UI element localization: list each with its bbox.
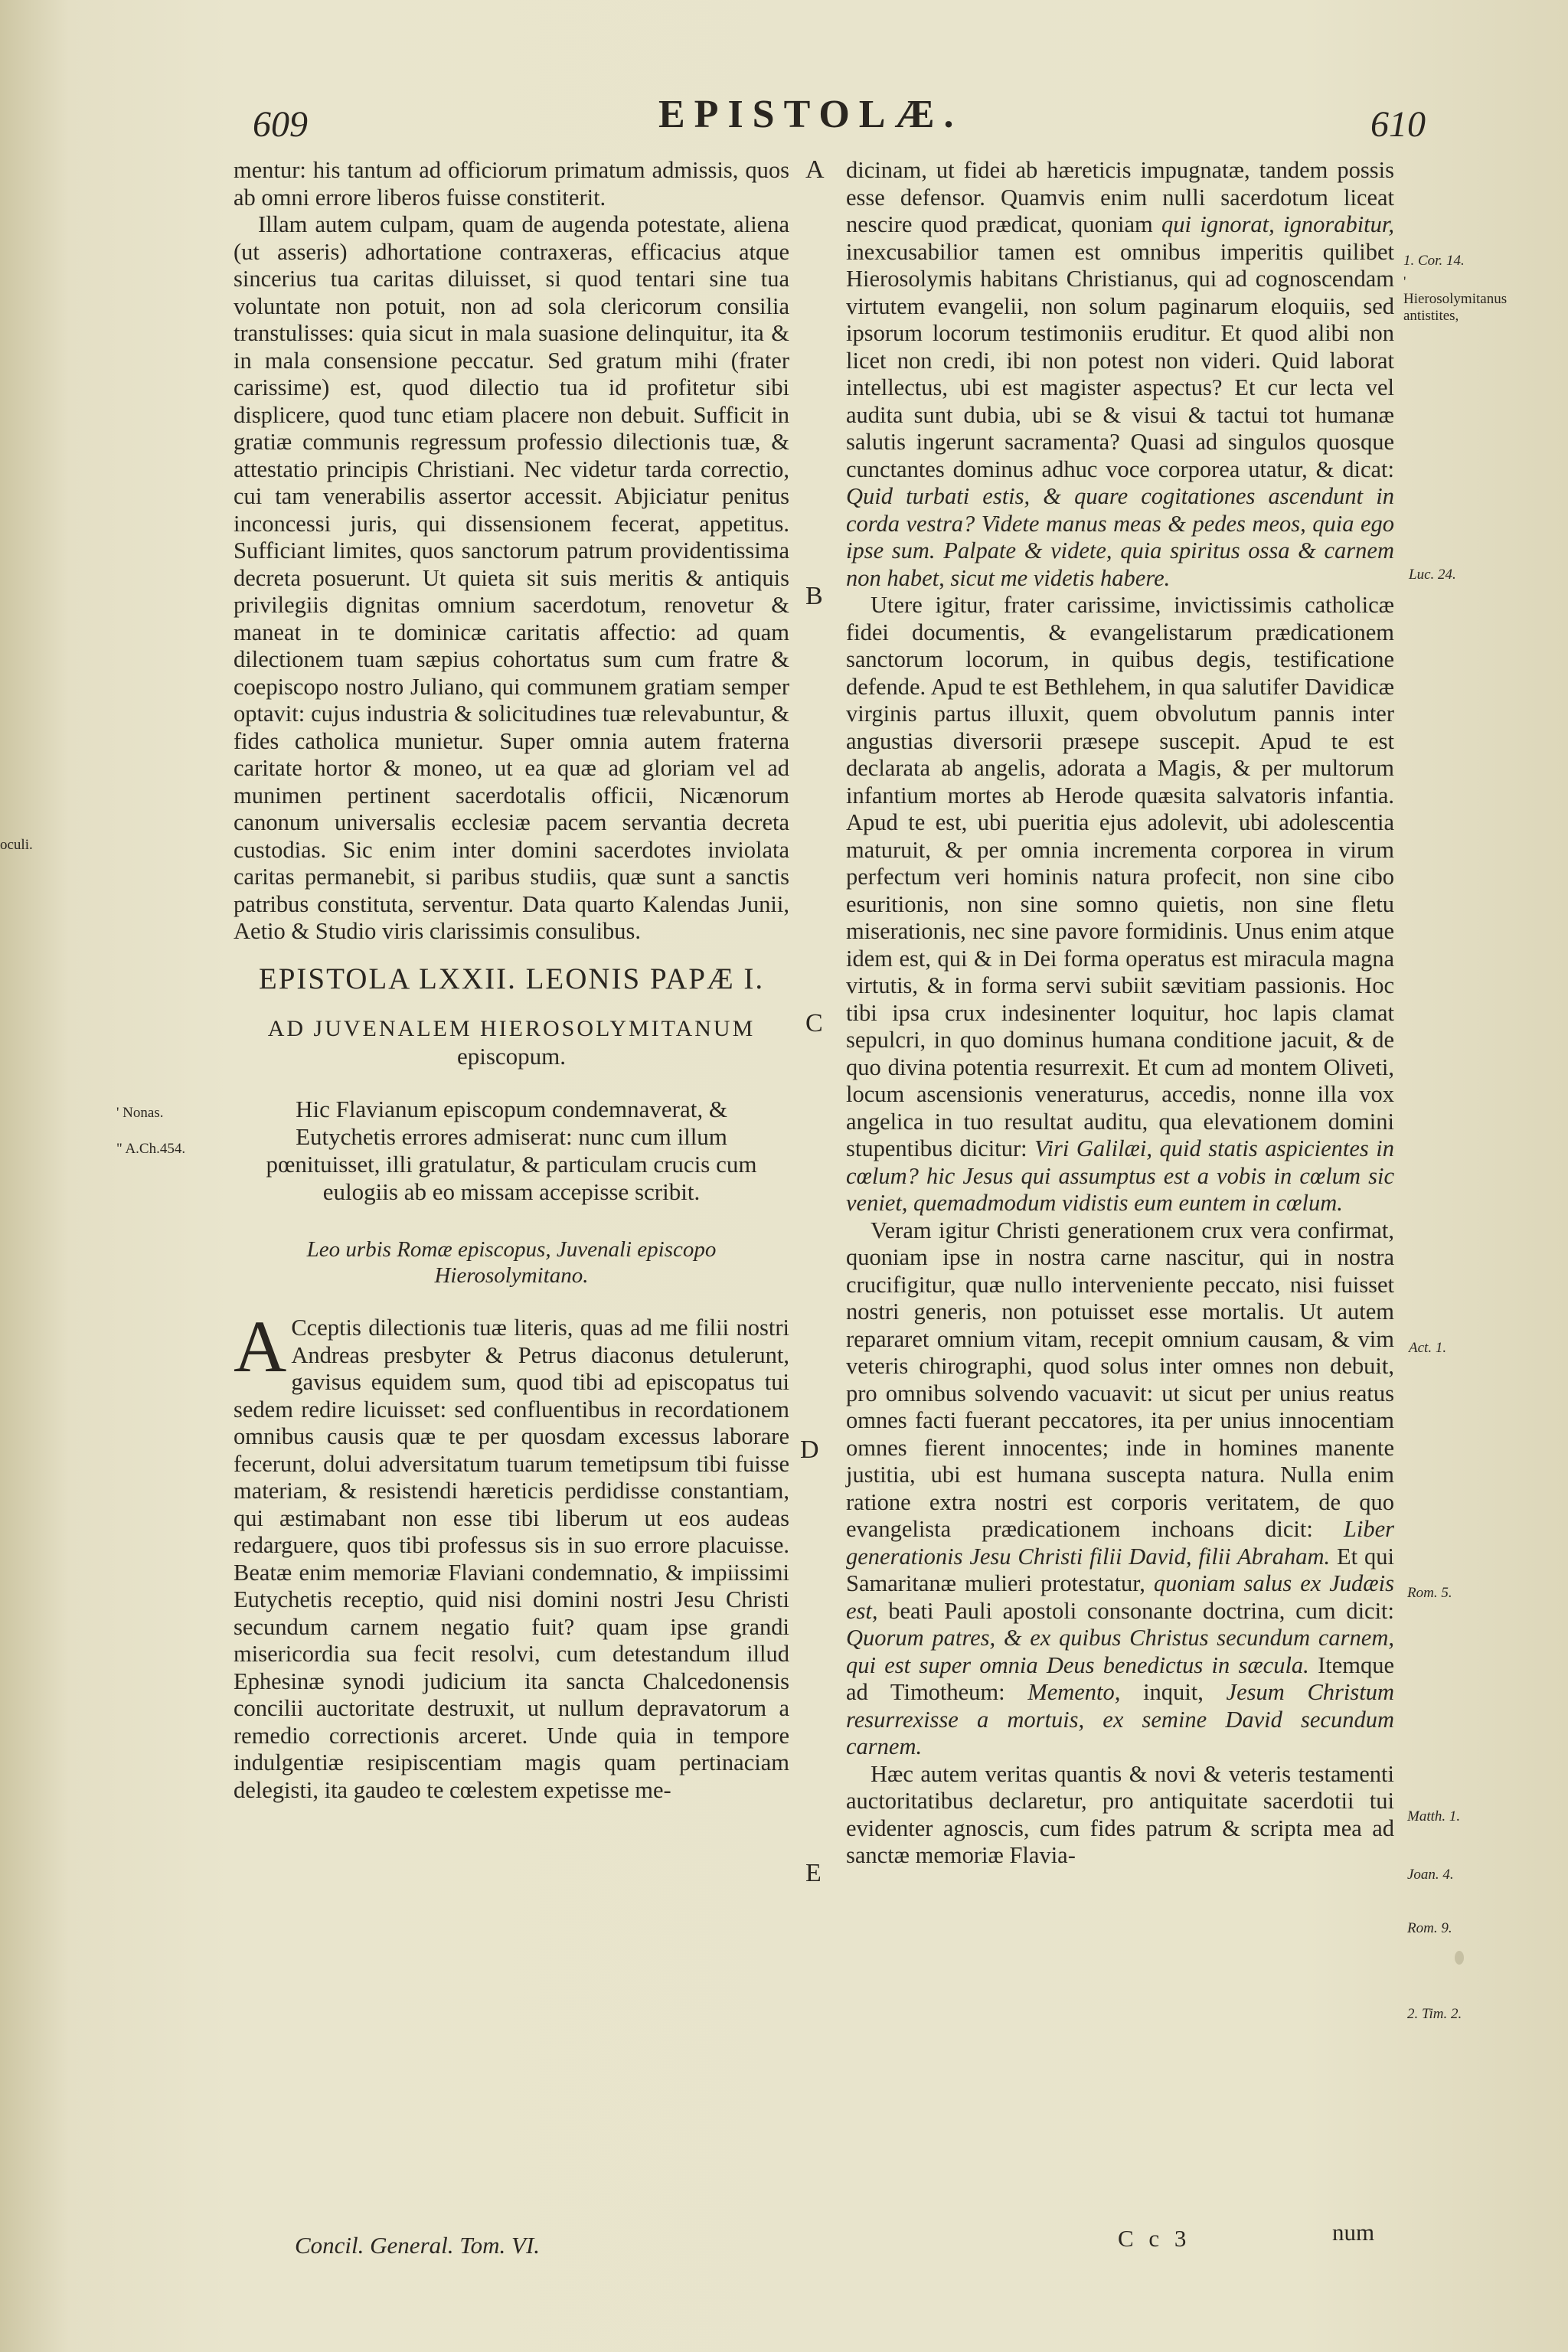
right-p1-quote-2: Quid turbati estis, & quare cogitationes ascendunt in corda vestra? Videte manus meas & pedes meos, quia ego ipse sum. Palpate & videte, quia spiritus ossa & carnem non habet, sicut me videtis habere. — [846, 483, 1394, 591]
right-p3-text-a: Veram igitur Christi generationem crux vera confirmat, quoniam ipse in nostra carne nascitur, qui in nostra crucifigitur, quæ nullo interveniente peccato, nisi fuisset nostri generis, non potuisset esse mortalis. Ut autem repararet omnium vitam, recepit omnium causam, & vim veteris chirographi, quod solus inter omnes non debuit, pro omnibus solvendo vacuavit: ut sicut per unius reatus omnes facti fuerant peccatores, ita per unius innocentiam omnes fierent innocentes; inde in homines manente justitia, ubi est humana suscepta natura. Nulla enim ratione extra nostri est corporis veritatem, de quo evangelista prædicationem inchoans dicit: — [846, 1217, 1394, 1542]
section-letter-a: A — [805, 155, 825, 184]
right-p2-quote: Viri Galilæi, quid statis aspicientes in cœlum? hic Jesus qui assumptus est a vobis in cœlum sic veniet, quemadmodum vidistis eum euntem in cœlum. — [846, 1135, 1394, 1216]
right-paragraph-4: Hæc autem veritas quantis & novi & veteris testamenti auctoritatibus declaretur, pro antiquitate sacerdotii tui evidenter agnoscis, cum fides patrum & scripta mea ad sanctæ memoriæ Flaviа- — [846, 1760, 1394, 1868]
section-letter-b: B — [805, 582, 823, 610]
epistola-title: EPISTOLA LXXII. LEONIS PAPÆ I. — [258, 962, 765, 995]
right-paragraph-1 — [846, 157, 1394, 592]
right-p3-text-e: inquit, — [1143, 1679, 1204, 1705]
left-column — [234, 157, 789, 1804]
address-line-1: AD JUVENALEM HIEROSOLYMITANUM — [267, 1016, 756, 1041]
margin-note-luc: Luc. 24. — [1409, 567, 1456, 583]
right-p3-text-b: Et qui Samaritanæ mulieri protestatur, — [846, 1543, 1394, 1596]
address-line-2: episcopum. — [456, 1042, 567, 1070]
section-letter-d: D — [800, 1436, 819, 1464]
page-number-left: 609 — [253, 104, 308, 145]
margin-note-nonas: ' Nonas. — [116, 1105, 164, 1121]
page-stain — [1455, 1951, 1464, 1965]
right-p1-text-a: dicinam, ut fidei ab hæreticis impugnatæ, tandem possis esse defensor. Quamvis enim nulli sacerdotum liceat nescire quod prædicat, quoniam — [846, 157, 1394, 237]
footer-volume: Concil. General. Tom. VI. — [295, 2232, 541, 2259]
right-p3-text-c: beati Pauli apostoli consonante doctrina, cum dicit: — [888, 1597, 1394, 1624]
right-column — [846, 157, 1394, 1870]
section-letter-e: E — [805, 1859, 822, 1887]
right-p1-text-b: inexcusabilior tamen est omnibus imperitis quilibet Hierosolymis habitans Christianus, qui ad cognoscendam virtutem evangelii, non solum paginarum eloquiis, sed ipsorum locorum testimoniis eruditur. Et quod alibi non licet non credi, ibi non potest non videri. Quid laborat intellectus, ubi est magister aspectus? Et cur lecta vel audita sunt dubia, ubi se & visui & tactui tot humanæ salutis ingerunt sacramenta? Quasi ad singulos quosque cunctantes dominus adhuc voce corporea utatur, & dicat: — [846, 238, 1394, 482]
running-title: EPISTOLÆ. — [658, 93, 963, 136]
margin-note-oculi: oculi. — [0, 837, 33, 853]
margin-note-ach: " A.Ch.454. — [116, 1141, 186, 1157]
margin-note-2tim: 2. Tim. 2. — [1407, 2006, 1462, 2022]
right-p3-quote-4: Memento, — [1027, 1679, 1121, 1705]
right-p2-text: Utere igitur, frater carissime, invictissimis catholicæ fidei documentis, & evangelistarum prædicationem sanctorum locorum, in quibus degis, testificatione defende. Apud te est Bethlehem, in qua salutifer Davidicæ virginis partus illuxit, quem obvolutum pannis inter angustias diversorii præsepe suscepit. Apud te est declarata ab angelis, adorata a Magis, & per multorum infantium mortes ab Herode quæsita salvatoris infantia. Apud te est, ubi pueritia ejus adolevit, ubi adolescentia maturuit, & per omnia incrementa corporea in virum perfectum veri hominis natura profecit, non sine cibo esuritionis, non sine somno quietis, non sine fletu miserationis, nec sine pavore formidinis. Unus enim atque idem est, qui & in Dei forma operatus est miracula magna virtutis, & in forma servi subiit sævitiam passionis. Hoc tibi ipsa crux indesinenter loquitur, hoc lapis clamat sepulcri, in quo dominus humana conditione jacuit, & de quo divina potentia resurrexit. Et cum ad montem Oliveti, locum ascensionis veneraturus, accedis, nonne illa vox angelica in tuo resultat auditu, qua elevationem domini stupentibus dicitur: — [846, 592, 1394, 1161]
footer-signature: C c 3 — [1118, 2225, 1191, 2252]
margin-note-1cor: 1. Cor. 14. — [1403, 253, 1465, 269]
salutation: Leo urbis Romæ episcopus, Juvenali episcopo Hierosolymitano. — [306, 1237, 717, 1288]
drop-cap: A — [234, 1305, 287, 1387]
section-letter-c: C — [805, 1009, 823, 1037]
page-number-right: 610 — [1370, 104, 1426, 145]
right-paragraph-2 — [846, 592, 1394, 1217]
margin-note-joan: Joan. 4. — [1407, 1867, 1454, 1883]
right-p3-quote-2: quoniam salus ex Judæis est, — [846, 1570, 1394, 1624]
right-p1-quote-1: qui ignorat, ignorabitur, — [1161, 211, 1395, 237]
left-paragraph-3 — [234, 1305, 789, 1804]
left-paragraph-1: mentur: his tantum ad officiorum primatum admissis, quos ab omni errore liberos fuisse constiterit. — [234, 157, 789, 211]
margin-note-hierosolymitanus: ' Hierosolymitanus antistites, — [1403, 274, 1508, 324]
left-paragraph-2: Illam autem culpam, quam de augenda potestate, aliena (ut asseris) adhortatione contraxeras, efficacius atque sincerius tua caritas diluisset, si quod tentari sine tua voluntate non potuit, non ad sola clericorum consilia transtulisses: quia sicut in mala suasione delinquitur, ita & in mala consensione peccatur. Sed gratum mihi (frater carissime) est, quod dilectio tua id profitetur sibi displicere, quod tunc etiam placere non debuit. Sufficit in gratiæ communis regressum professio dilectionis tuæ, & attestatio principis Christiani. Nec videtur tarda correctio, cui tam venerabilis assertor accessit. Abjiciatur penitus inconcessi juris, qui dissensionem fecerat, appetitus. Sufficiant limites, quos sanctorum patrum providentissima decreta posuerunt. Ut quieta sit suis meritis & antiquis privilegiis dignitas omnium sacerdotum, renovetur & maneat in te dominicæ caritatis affectio: ad quam dilectionem tuam sæpius cohortatus sum cum fratre & coepiscopo nostro Juliano, qui communem gratiam semper optavit: cujus industria & solicitudines tuæ relevabuntur, & fides catholica munietur. Super omnia autem fraterna caritate hortor & moneo, ut ea quæ ad gloriam vel ad munimen pertinent sacerdotalis officii, Nicænorum canonum universalis ecclesiæ pacem servantia decreta custodias. Sic enim inter domini sacerdotes inviolata caritas permanebit, si paribus studiis, quæ sunt a sanctis patribus constituta, serventur. Data quarto Kalendas Junii, Aetio & Studio viris clarissimis consulibus. — [234, 211, 789, 944]
address-heading — [234, 1015, 789, 1070]
right-p3-quote-1: Liber generationis Jesu Christi filii David, filii Abraham. — [846, 1516, 1394, 1570]
argumentum: Hic Flavianum episcopum condemnaverat, & Eutychetis errores admiserat: nunc cum illum pœnituisset, illi gratulatur, & particulam crucis cum eulogiis ab eo missam accepisse scribit. — [266, 1096, 757, 1205]
footer-catchword: num — [1332, 2219, 1375, 2246]
margin-note-act: Act. 1. — [1409, 1340, 1447, 1356]
right-p3-text-d: Itemque ad Timotheum: — [846, 1651, 1394, 1705]
margin-note-matth: Matth. 1. — [1407, 1808, 1461, 1824]
left-paragraph-3-text: Cceptis dilectionis tuæ literis, quas ad me filii nostri Andreas presbyter & Petrus diaconus detulerunt, gavisus equidem sum, quod tibi ad episcopatus tui sedem redire licuisset: sed confluentibus in recordationem omnibus causis quæ te per quosdam excessus laborare fecerunt, dolui adversitatum tuarum temetipsum tibi fuisse materiam, & resistendi hæreticis perdidisse constantiam, qui æstimabant non esse tibi liberum ut eos audeas redarguere, quos tibi professus sis in suo errore placuisse. Beatæ enim memoriæ Flaviani condemnatio, & impiissimi Eutychetis receptio, quid nisi domini nostri Jesu Christi secundum carnem negatio fuit? quam ipse grandi misericordia sua fecit resolvi, cum detestandum illud Ephesinæ synodi judicium ita sancta Chalcedonensis concilii auctoritate destruxit, ut nullum depravatorum a remedio correctionis arceret. Unde quia in tempore indulgentiæ resipiscentiam magis quam pertinaciam delegisti, ita gaudeo te cœlestem expetisse me- — [234, 1315, 789, 1803]
margin-note-rom9: Rom. 9. — [1407, 1920, 1452, 1936]
margin-note-rom5: Rom. 5. — [1407, 1585, 1452, 1601]
right-p3-quote-3: Quorum patres, & ex quibus Christus secundum carnem, qui est super omnia Deus benedictus in sæcula. — [846, 1625, 1394, 1678]
right-p3-quote-5: Jesum Christum resurrexisse a mortuis, ex semine David secundum carnem. — [846, 1679, 1394, 1759]
right-paragraph-3 — [846, 1217, 1394, 1761]
